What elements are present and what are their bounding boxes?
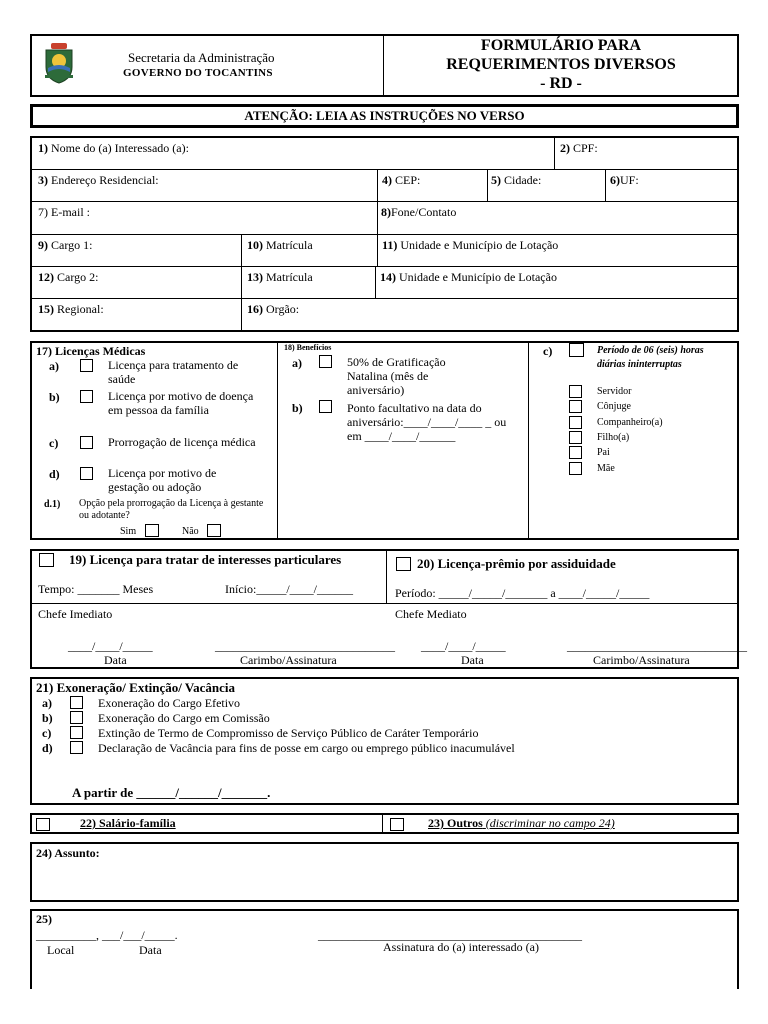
option-nao-checkbox[interactable] [207, 524, 221, 537]
beneficio-a-label: 50% de Gratificação Natalina (mês de aniversário) [347, 355, 446, 397]
tocantins-coat-of-arms-logo [42, 41, 76, 85]
licenca-d-letter: d) [49, 467, 60, 481]
sec21-b-label: Exoneração do Cargo em Comissão [98, 711, 270, 725]
field-3-address[interactable]: 3) Endereço Residencial: [38, 173, 159, 187]
periodo-conjuge-checkbox[interactable] [569, 400, 582, 413]
department-name: Secretaria da Administração [128, 50, 275, 65]
licenca-c-label: Prorrogação de licença médica [108, 435, 256, 449]
field-8-phone[interactable]: 8)Fone/Contato [381, 205, 457, 219]
licenca-a-checkbox[interactable] [80, 359, 93, 372]
licenca-b-checkbox[interactable] [80, 390, 93, 403]
sec19-signature-label: Carimbo/Assinatura [240, 653, 337, 667]
sec23-checkbox[interactable] [390, 818, 404, 831]
field-1-name[interactable]: 1) Nome do (a) Interessado (a): [38, 141, 189, 155]
beneficio-b-checkbox[interactable] [319, 400, 332, 413]
form-title-line1: FORMULÁRIO PARA [480, 37, 642, 54]
sec25-signature-line[interactable]: ____________________________________________ [318, 928, 582, 942]
licenca-d1-label: Opção pela prorrogação da Licença à gestante ou adotante? [79, 498, 264, 521]
licenca-a-label: Licença para tratamento de saúde [108, 358, 239, 386]
licencas-title: 17) Licenças Médicas [36, 344, 146, 358]
option-sim-checkbox[interactable] [145, 524, 159, 537]
periodo-title: Período de 06 (seis) horas diárias ininterruptas [597, 345, 704, 370]
government-name: GOVERNO DO TOCANTINS [123, 67, 273, 79]
beneficio-b-label: Ponto facultativo na data do aniversário:____/____/____ _ ou em ____/____/______ [347, 401, 507, 443]
sec20-title: 20) Licença-prêmio por assiduidade [417, 556, 616, 571]
sec25-local-date-line[interactable]: __________, ___/___/_____. [36, 928, 178, 942]
sec23-label: 23) Outros (discriminar no campo 24) [428, 816, 615, 830]
sec19-date-line[interactable]: ____/____/_____ [68, 639, 153, 653]
field-2-cpf[interactable]: 2) CPF: [560, 141, 598, 155]
licenca-b-label: Licença por motivo de doença em pessoa da família [108, 389, 254, 417]
licenca-c-letter: c) [49, 436, 59, 450]
field-10-matricula[interactable]: 10) Matrícula [247, 238, 313, 252]
sec19-checkbox[interactable] [39, 553, 54, 567]
sec21-a-partir[interactable]: A partir de ______/______/_______. [72, 785, 271, 800]
sec21-title: 21) Exoneração/ Extinção/ Vacância [36, 680, 235, 695]
periodo-mae-label: Mãe [597, 463, 615, 474]
sec20-date-line[interactable]: ____/____/_____ [421, 639, 506, 653]
beneficio-a-letter: a) [292, 356, 302, 370]
sec20-date-label: Data [461, 653, 484, 667]
sec21-a-letter: a) [42, 696, 52, 710]
field-4-cep[interactable]: 4) CEP: [382, 173, 421, 187]
sec21-d-checkbox[interactable] [70, 741, 83, 754]
field-6-uf[interactable]: 6)UF: [610, 173, 639, 187]
sec21-c-label: Extinção de Termo de Compromisso de Serviço Público de Caráter Temporário [98, 726, 479, 740]
sec21-d-letter: d) [42, 741, 53, 755]
sec24-label: 24) Assunto: [36, 846, 100, 860]
field-12-cargo2[interactable]: 12) Cargo 2: [38, 270, 99, 284]
field-9-cargo1[interactable]: 9) Cargo 1: [38, 238, 93, 252]
sec21-c-checkbox[interactable] [70, 726, 83, 739]
sec20-periodo[interactable]: Período: _____/_____/_______ a ____/_____/_____ [395, 586, 650, 600]
licenca-b-letter: b) [49, 390, 60, 404]
licenca-d-label: Licença por motivo de gestação ou adoção [108, 466, 217, 494]
periodo-companheiro-label: Companheiro(a) [597, 417, 663, 428]
beneficios-title: 18) Benefícios [284, 343, 332, 352]
sec20-signature-label: Carimbo/Assinatura [593, 653, 690, 667]
licenca-c-checkbox[interactable] [80, 436, 93, 449]
chefe-imediato-label: Chefe Imediato [38, 607, 113, 621]
sec21-b-checkbox[interactable] [70, 711, 83, 724]
assunto-section[interactable] [30, 842, 739, 902]
sec21-b-letter: b) [42, 711, 53, 725]
periodo-pai-checkbox[interactable] [569, 446, 582, 459]
periodo-filho-label: Filho(a) [597, 432, 630, 443]
sec25-data-label: Data [139, 943, 162, 957]
field-13-matricula[interactable]: 13) Matrícula [247, 270, 313, 284]
periodo-companheiro-checkbox[interactable] [569, 416, 582, 429]
sec21-a-label: Exoneração do Cargo Efetivo [98, 696, 241, 710]
periodo-checkbox[interactable] [569, 343, 584, 357]
form-title-line3: - RD - [540, 75, 582, 92]
sec21-c-letter: c) [42, 726, 52, 740]
attention-text: ATENÇÃO: LEIA AS INSTRUÇÕES NO VERSO [244, 108, 525, 123]
beneficio-b-letter: b) [292, 401, 303, 415]
chefe-mediato-label: Chefe Mediato [395, 607, 467, 621]
periodo-servidor-checkbox[interactable] [569, 385, 582, 398]
field-5-city[interactable]: 5) Cidade: [491, 173, 542, 187]
sec21-d-label: Declaração de Vacância para fins de posse em cargo ou emprego público inacumulável [98, 741, 515, 755]
field-14-lotacao[interactable]: 14) Unidade e Município de Lotação [380, 270, 557, 284]
field-7-email[interactable]: 7) E-mail : [38, 205, 90, 219]
licenca-d-checkbox[interactable] [80, 467, 93, 480]
sec22-label: 22) Salário-família [80, 816, 176, 830]
form-title-line2: REQUERIMENTOS DIVERSOS [446, 56, 676, 73]
periodo-servidor-label: Servidor [597, 386, 632, 397]
periodo-c-letter: c) [543, 344, 553, 358]
beneficio-a-checkbox[interactable] [319, 355, 332, 368]
option-nao-label: Não [182, 526, 199, 537]
sec21-a-checkbox[interactable] [70, 696, 83, 709]
sec19-tempo[interactable]: Tempo: _______ Meses [38, 582, 154, 596]
option-sim-label: Sim [120, 526, 137, 537]
sec19-inicio[interactable]: Início:_____/____/______ [225, 582, 353, 596]
periodo-pai-label: Pai [597, 447, 610, 458]
field-15-regional[interactable]: 15) Regional: [38, 302, 104, 316]
sec22-checkbox[interactable] [36, 818, 50, 831]
licenca-d1-letter: d.1) [44, 499, 61, 510]
sec19-title: 19) Licença para tratar de interesses particulares [69, 552, 342, 567]
periodo-mae-checkbox[interactable] [569, 462, 582, 475]
sec20-checkbox[interactable] [396, 557, 411, 571]
sec25-local-label: Local [47, 943, 75, 957]
periodo-conjuge-label: Cônjuge [597, 401, 631, 412]
sec25-label: 25) [36, 912, 52, 926]
field-11-lotacao[interactable]: 11) Unidade e Município de Lotação [382, 238, 559, 252]
field-16-orgao[interactable]: 16) Orgão: [247, 302, 300, 316]
sec19-date-label: Data [104, 653, 127, 667]
licenca-a-letter: a) [49, 359, 59, 373]
sec19-signature-line[interactable]: ______________________________ [215, 639, 395, 653]
sec25-signature-label: Assinatura do (a) interessado (a) [383, 940, 539, 954]
sec20-signature-line[interactable]: ______________________________ [567, 639, 747, 653]
periodo-filho-checkbox[interactable] [569, 431, 582, 444]
